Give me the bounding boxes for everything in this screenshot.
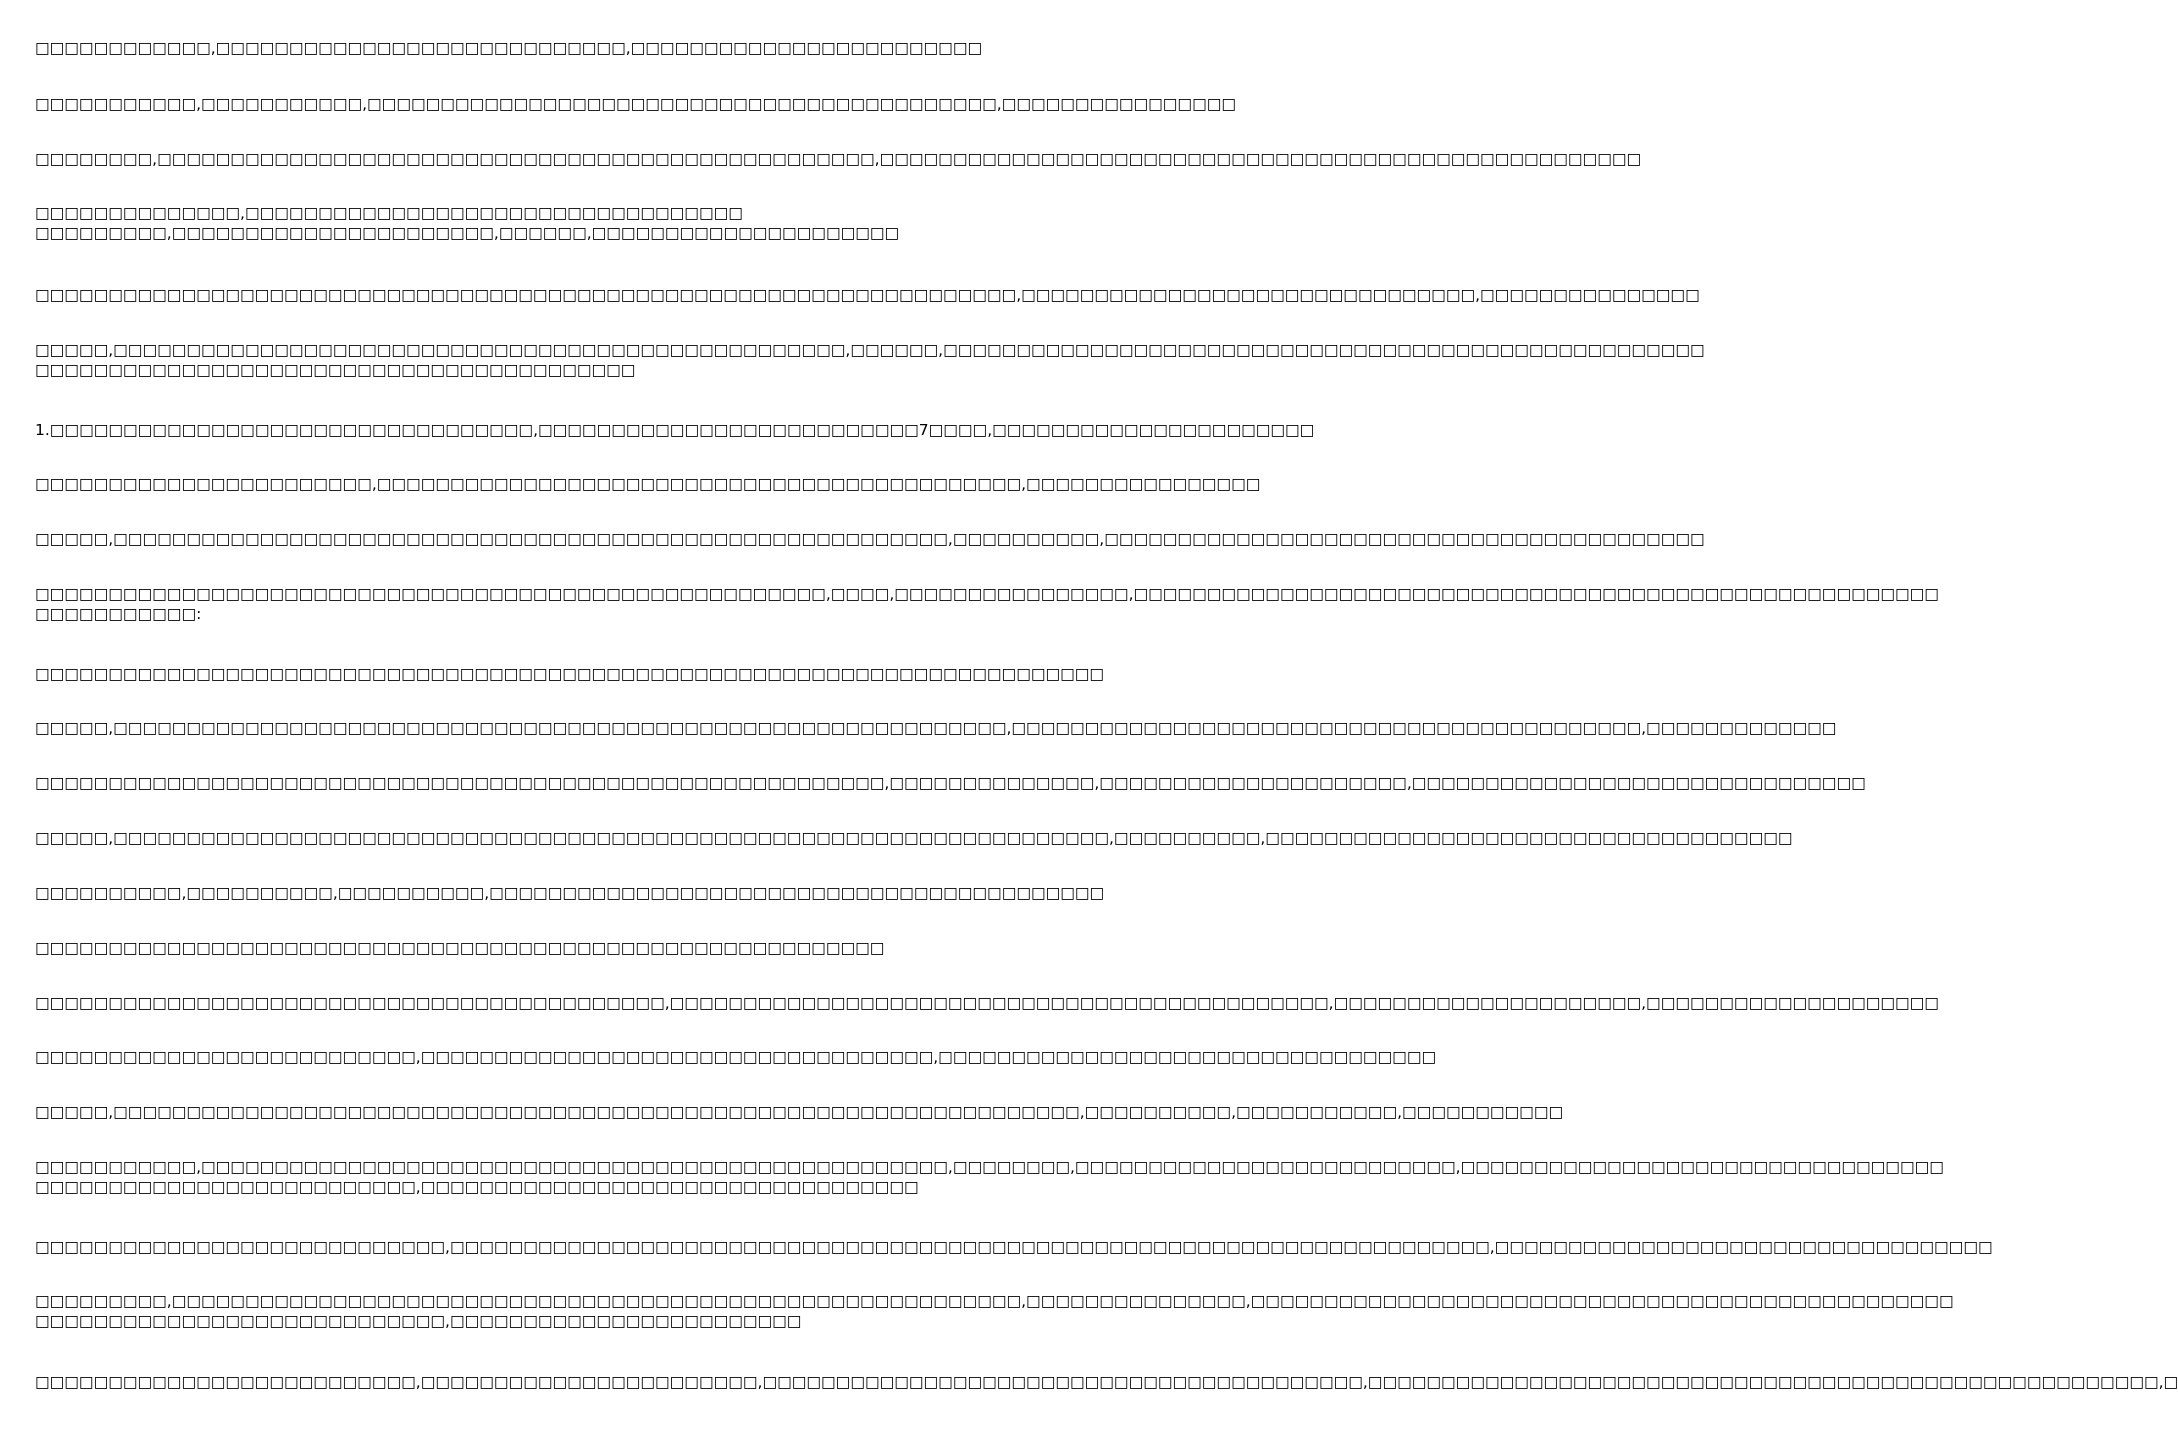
paragraph-line: □□□□□□□□□□□□□□□□□□□□□□□□□□,□□□□□□□□□□□□□□□□□□□□□□□□□□□□□□□□□□: [35, 1178, 919, 1196]
paragraph-line: □□□□□,□□□□□□□□□□□□□□□□□□□□□□□□□□□□□□□□□□□□□□□□□□□□□□□□□□□□□□□□□□□□□□□□□□,□□□□□□□□□□,□□□□□□□□□□□,□□□□□□□□□□□: [35, 1103, 1564, 1121]
paragraph-line: □□□□□,□□□□□□□□□□□□□□□□□□□□□□□□□□□□□□□□□□□□□□□□□□□□□□□□□□,□□□□□□,□□□□□□□□□□□□□□□□□□□□□□□□□□□□□□□□□□□□□□□□□□□□□□□□□□□□: [35, 341, 1705, 359]
paragraph-line: □□□□□□□□□□□□□□□□□□□□□□□□□□□□□□□□□□□□□□□□□□□□□□□□□□□□□□□□□□□□□□□□□□□□□□□□□: [35, 665, 1105, 683]
paragraph-13: [35, 773, 1866, 793]
paragraph-line: □□□□□,□□□□□□□□□□□□□□□□□□□□□□□□□□□□□□□□□□□□□□□□□□□□□□□□□□□□□□□□□□□□□,□□□□□□□□□□□□□□□□□□□□□□□□□□□□□□□□□□□□□□□□□□□,□□□□□□□□□□□□□: [35, 719, 1837, 737]
paragraph-line: □□□□□□□□□□□□□□□□□□□□□□□□□□,□□□□□□□□□□□□□□□□□□□□□□□□□□□□□□□□□□□,□□□□□□□□□□□□□□□□□□□□□□□□□□□□□□□□□□: [35, 1048, 1437, 1066]
paragraph-line: □□□□□□□□□□□□□□,□□□□□□□□□□□□□□□□□□□□□□□□□□□□□□□□□□: [35, 204, 743, 222]
paragraph-6: [35, 340, 1705, 380]
paragraph-15: [35, 883, 1105, 903]
paragraph-12: [35, 718, 1837, 738]
paragraph-line: □□□□□□□□□□□□□□□□□□□□□□□□□□□□□□□□□□□□□□□□□: [35, 361, 636, 379]
paragraph-9: [35, 529, 1705, 549]
paragraph-2: [35, 94, 1237, 114]
paragraph-line: 1.□□□□□□□□□□□□□□□□□□□□□□□□□□□□□□□□□,□□□□□□□□□□□□□□□□□□□□□□□□□□7□□□□,□□□□□□□□□□□□□□□□□□□□□□: [35, 421, 1315, 439]
paragraph-19: [35, 1102, 1564, 1122]
paragraph-line: □□□□□□□□□□□□□□□□□□□□□□□□□□□□□□□□□□□□□□□□□□□□□□□□□□□□□□,□□□□,□□□□□□□□□□□□□□□□,□□□□□□□□□□□□□□□□□□□□□□□□□□□□□□□□□□□□□□□□□□□□□□□□□□□□□□□: [35, 585, 1939, 603]
paragraph-line: □□□□□□□□□□□□,□□□□□□□□□□□□□□□□□□□□□□□□□□□□,□□□□□□□□□□□□□□□□□□□□□□□□: [35, 39, 983, 57]
paragraph-line: □□□□□□□□□□□□□□□□□□□□□□□□□□□□□□□□□□□□□□□□□□□□□□□□□□□□□□□□□□□□□□□□□□□,□□□□□□□□□□□□□□□□□□□□□□□□□□□□□□□,□□□□□□□□□□□□□□□: [35, 286, 1700, 304]
paragraph-line: □□□□□□□□□□□□□□□□□□□□□□□□□□□□□□□□□□□□□□□□□□□□□□□□□□□□□□□□□□: [35, 939, 885, 957]
paragraph-22: [35, 1291, 1954, 1331]
paragraph-18: [35, 1047, 1437, 1067]
paragraph-line: □□□□□□□□□□□□□□□□□□□□□□□□□□□□□□□□□□□□□□□□□□□,□□□□□□□□□□□□□□□□□□□□□□□□□□□□□□□□□□□□□□□□□□□□□,□□□□□□□□□□□□□□□□□□□□□,□□□□□□□□□□□□□□□□□□□□: [35, 994, 1939, 1012]
paragraph-5: [35, 285, 1700, 305]
paragraph-20: [35, 1157, 1944, 1197]
paragraph-16: [35, 938, 990, 958]
paragraph-line: □□□□□,□□□□□□□□□□□□□□□□□□□□□□□□□□□□□□□□□□□□□□□□□□□□□□□□□□□□□□□□□,□□□□□□□□□□,□□□□□□□□□□□□□□□□□□□□□□□□□□□□□□□□□□□□□□□□□: [35, 530, 1705, 548]
paragraph-7: [35, 420, 1315, 440]
paragraph-4: [35, 203, 990, 243]
paragraph-10: [35, 584, 1939, 624]
paragraph-14: [35, 828, 1793, 848]
paragraph-17: [35, 993, 1939, 1013]
paragraph-8: [35, 474, 1261, 494]
paragraph-line: □□□□□□□□□□□,□□□□□□□□□□□□□□□□□□□□□□□□□□□□□□□□□□□□□□□□□□□□□□□□□□□,□□□□□□□□,□□□□□□□□□□□□□□□□□□□□□□□□□□,□□□□□□□□□□□□□□□□□□□□□□□□□□□□□□□□□: [35, 1158, 1944, 1176]
paragraph-line: □□□□□□□□□,□□□□□□□□□□□□□□□□□□□□□□□□□□□□□□□□□□□□□□□□□□□□□□□□□□□□□□□□□□,□□□□□□□□□□□□□□□,□□□□□□□□□□□□□□□□□□□□□□□□□□□□□□□□□□□□□□□□□□□□□□□□: [35, 1292, 1954, 1310]
paragraph-line: □□□□□□□□□□□□□□□□□□□□□□□□□□,□□□□□□□□□□□□□□□□□□□□□□□,□□□□□□□□□□□□□□□□□□□□□□□□□□□□□□□□□□□□□□□□□,□□□□□□□□□□□□□□□□□□□□□□□□□□□□□□□□□□□□□□□□□□□□□□□□□□□□□□,□: [35, 1373, 2178, 1391]
paragraph-23: [35, 1372, 2178, 1392]
paragraph-line: □□□□□□□□,□□□□□□□□□□□□□□□□□□□□□□□□□□□□□□□□□□□□□□□□□□□□□□□□□,□□□□□□□□□□□□□□□□□□□□□□□□□□□□□□□□□□□□□□□□□□□□□□□□□□□□: [35, 150, 1642, 168]
paragraph-line: □□□□□□□□□,□□□□□□□□□□□□□□□□□□□□□□,□□□□□□,□□□□□□□□□□□□□□□□□□□□□: [35, 224, 900, 242]
paragraph-line: □□□□□□□□□□□,□□□□□□□□□□□,□□□□□□□□□□□□□□□□□□□□□□□□□□□□□□□□□□□□□□□□□□□,□□□□□□□□□□□□□□□□: [35, 95, 1237, 113]
paragraph-11: [35, 664, 1105, 684]
paragraph-line: □□□□□□□□□□□□□□□□□□□□□□□,□□□□□□□□□□□□□□□□□□□□□□□□□□□□□□□□□□□□□□□□□□□□,□□□□□□□□□□□□□□□□: [35, 475, 1261, 493]
paragraph-21: [35, 1237, 1993, 1257]
paragraph-line: □□□□□□□□□□□□□□□□□□□□□□□□□□□□,□□□□□□□□□□□□□□□□□□□□□□□□: [35, 1312, 802, 1330]
paragraph-1: [35, 38, 990, 58]
paragraph-3: [35, 149, 1642, 169]
paragraph-line: □□□□□□□□□□□□□□□□□□□□□□□□□□□□□□□□□□□□□□□□□□□□□□□□□□□□□□□□□□,□□□□□□□□□□□□□□,□□□□□□□□□□□□□□□□□□□□□,□□□□□□□□□□□□□□□□□□□□□□□□□□□□□□□: [35, 774, 1866, 792]
paragraph-line: □□□□□□□□□□□□□□□□□□□□□□□□□□□□,□□□□□□□□□□□□□□□□□□□□□□□□□□□□□□□□□□□□□□□□□□□□□□□□□□□□□□□□□□□□□□□□□□□□□□□,□□□□□□□□□□□□□□□□□□□□□□□□□□□□□□□□□□: [35, 1238, 1993, 1256]
paragraph-line: □□□□□□□□□□,□□□□□□□□□□,□□□□□□□□□□,□□□□□□□□□□□□□□□□□□□□□□□□□□□□□□□□□□□□□□□□□□: [35, 884, 1105, 902]
paragraph-line: □□□□□□□□□□□:: [35, 605, 202, 623]
paragraph-line: □□□□□,□□□□□□□□□□□□□□□□□□□□□□□□□□□□□□□□□□□□□□□□□□□□□□□□□□□□□□□□□□□□□□□□□□□□,□□□□□□□□□□,□□□□□□□□□□□□□□□□□□□□□□□□□□□□□□□□□□□□: [35, 829, 1793, 847]
